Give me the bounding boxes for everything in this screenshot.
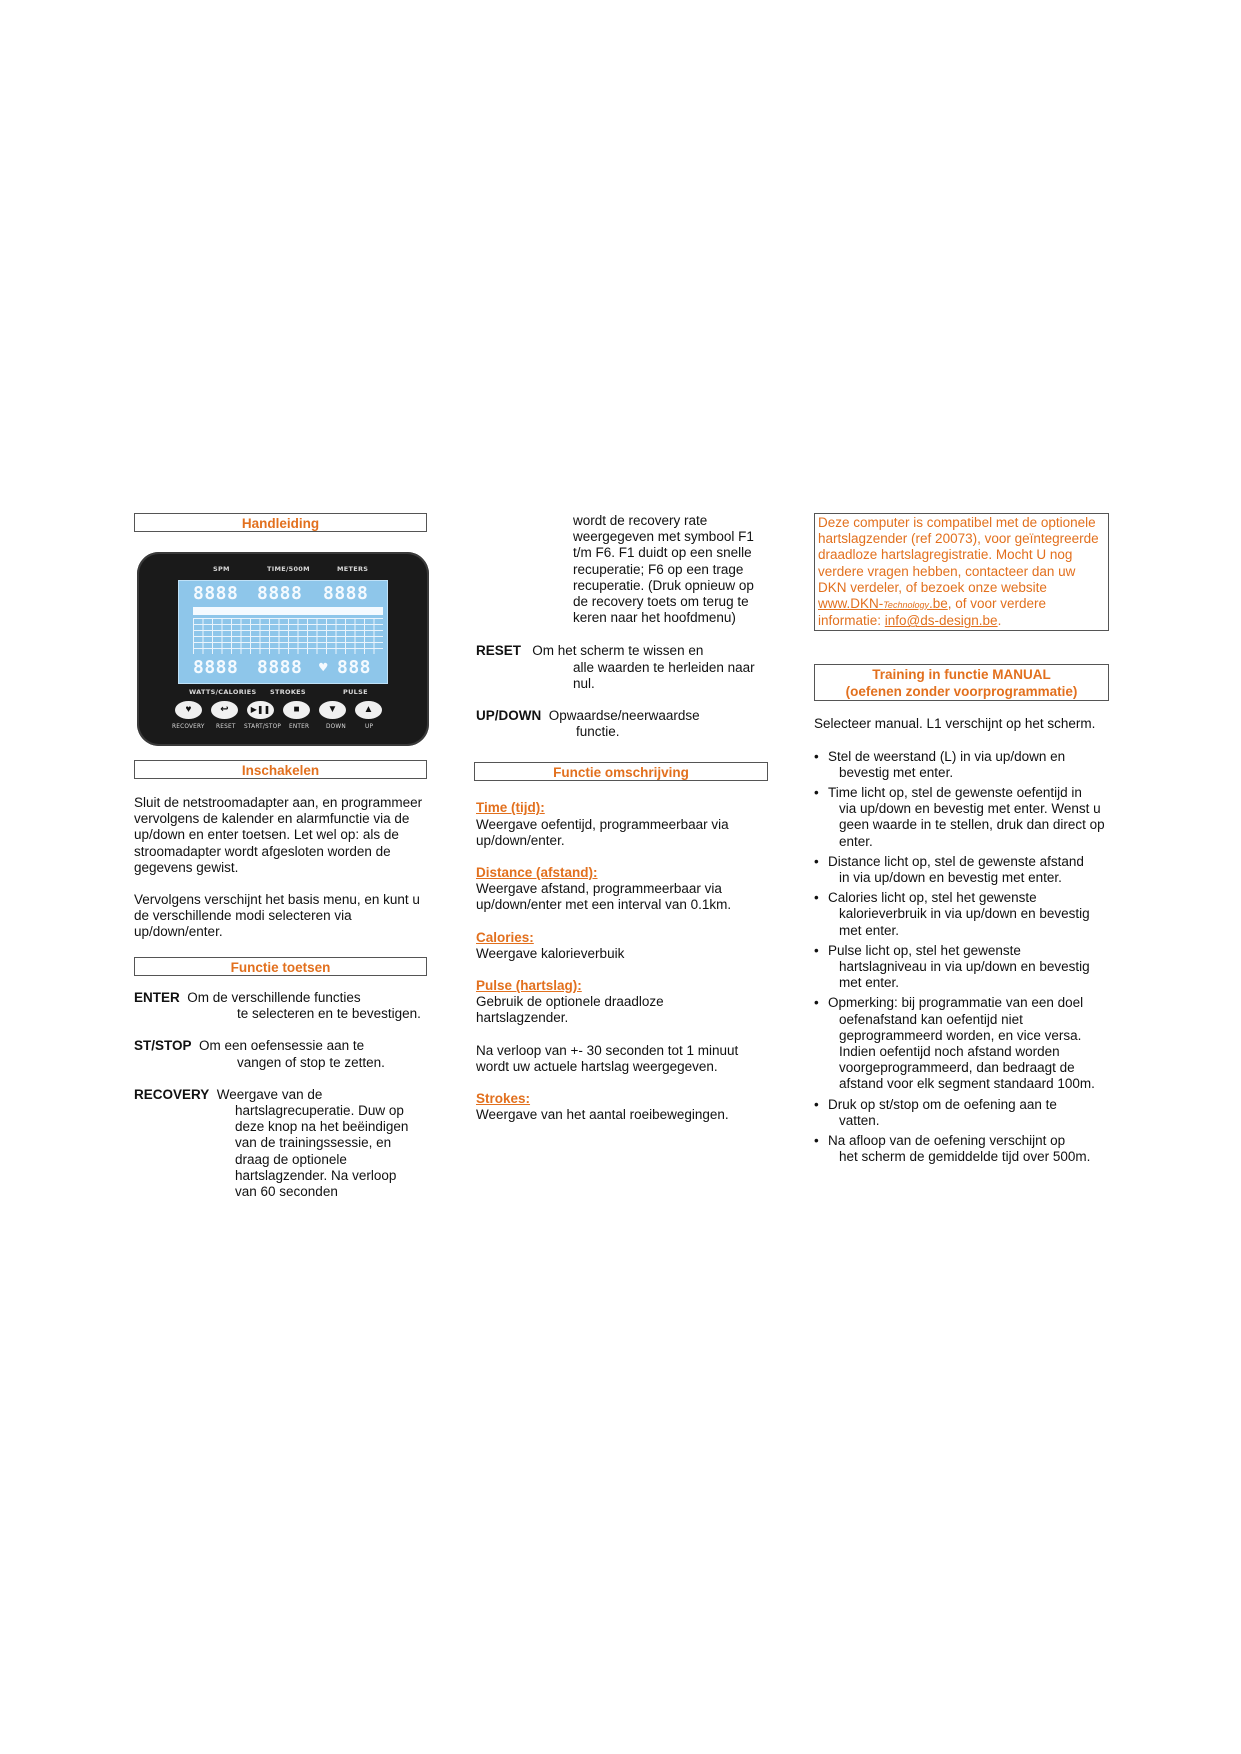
- calories-text: Weergave kalorieverbuik: [476, 945, 625, 961]
- enter-keyword: ENTER: [134, 990, 180, 1005]
- list-item-continuation: vatten.: [839, 1112, 880, 1128]
- lcd-spm-digits: 8888: [193, 583, 239, 604]
- enter-description: Om de verschillende functies: [187, 990, 361, 1005]
- strokes-heading: Strokes:: [476, 1091, 531, 1107]
- list-item-first-line: Na afloop van de oefening verschijnt op: [828, 1133, 1066, 1149]
- list-item: [814, 785, 1109, 850]
- time-text: Weergave oefentijd, programmeerbaar via up/down/enter.: [476, 816, 729, 848]
- distance-heading: Distance (afstand):: [476, 865, 598, 881]
- list-item: [814, 943, 1109, 992]
- lcd-meters-digits: 8888: [323, 583, 369, 604]
- lcd-program-strip: [193, 607, 383, 615]
- bullet-icon: •: [814, 942, 819, 958]
- functie-toetsen-title: Functie toetsen: [134, 957, 427, 976]
- heart-icon: ♥: [185, 704, 192, 715]
- left-column: [134, 513, 427, 532]
- bullet-icon: •: [814, 785, 819, 801]
- enter-line-2: te selecteren en te bevestigen.: [237, 1006, 421, 1022]
- manual-title-line-2: (oefenen zonder voorprogrammatie): [845, 684, 1078, 700]
- list-item-first-line: Calories licht op, stel het gewenste: [828, 890, 1037, 906]
- bullet-icon: •: [814, 853, 819, 869]
- triangle-down-icon: ▼: [327, 704, 338, 715]
- inschakelen-paragraph-1: Sluit de netstroomadapter aan, en programmeer vervolgens de kalender en alarmfunctie via de up/down en enter toetsen. Let wel op: als de stroomadapter wordt afgesloten worden de gegevens gewist.: [134, 795, 423, 875]
- list-item-first-line: Stel de weerstand (L) in via up/down en: [828, 748, 1066, 764]
- list-item-first-line: Opmerking: bij programmatie van een doel: [828, 995, 1084, 1011]
- ststop-line-1: [134, 1038, 427, 1054]
- lcd-pulse-digits: 888: [337, 657, 372, 678]
- list-item-continuation: het scherm de gemiddelde tijd over 500m.: [839, 1149, 1091, 1165]
- reset-button[interactable]: [211, 701, 238, 719]
- list-item-first-line: Druk op st/stop om de oefening aan te: [828, 1096, 1057, 1112]
- handleiding-title: Handleiding: [134, 513, 427, 532]
- strokes-text: Weergave van het aantal roeibewegingen.: [476, 1107, 729, 1123]
- list-item: [814, 749, 1109, 781]
- ststop-line-2: vangen of stop te zetten.: [237, 1054, 385, 1070]
- list-item-first-line: Distance licht op, stel de gewenste afstand: [828, 853, 1084, 869]
- recovery-text: hartslagrecuperatie. Duw op deze knop na het beëindigen van de trainingssessie, en draag de optionele hartslagzender. Na verloop van 60 seconden: [235, 1103, 409, 1200]
- list-item: [814, 854, 1109, 886]
- up-button-label: UP: [365, 724, 374, 730]
- strokes-label: STROKES: [270, 688, 306, 696]
- list-item: [814, 890, 1109, 939]
- updown-line-2: functie.: [576, 724, 620, 740]
- lcd-watts-digits: 8888: [193, 657, 239, 678]
- start-stop-button-label: START/STOP: [244, 724, 282, 730]
- manual-title-line-1: Training in functie MANUAL: [872, 667, 1051, 683]
- enter-line-1: [134, 990, 427, 1006]
- time-label: TIME/500M: [267, 565, 310, 573]
- ststop-keyword: ST/STOP: [134, 1038, 192, 1054]
- bullet-icon: •: [814, 890, 819, 906]
- lcd-profile-grid: [193, 618, 383, 654]
- list-item: [814, 1133, 1109, 1165]
- inschakelen-title: Inschakelen: [134, 760, 427, 779]
- lcd-time-digits: 8888: [257, 583, 303, 604]
- list-item-continuation: in via up/down en bevestig met enter.: [839, 870, 1062, 886]
- calories-heading: Calories:: [476, 929, 534, 945]
- link-part-3: .be: [928, 596, 948, 612]
- undo-icon: ↩: [220, 704, 229, 715]
- inschakelen-section: [134, 760, 427, 941]
- reset-text: alle waarden te herleiden naar nul.: [573, 659, 755, 691]
- info-text: Deze computer is compatibel met de optionele hartslagzender (ref 20073), voor geïntegreerde draadloze hartslagregistratie. Mocht U nog verdere vragen hebben, contacteer dan uw DKN verdeler, of bezoek onze website: [818, 515, 1099, 595]
- pulse-text: Gebruik de optionele draadloze hartslagzender.: [476, 994, 664, 1026]
- updown-line-1: [476, 708, 776, 724]
- lcd-display: [178, 580, 388, 684]
- list-item: [814, 1097, 1109, 1129]
- middle-column: [476, 513, 776, 1123]
- start-stop-button[interactable]: [247, 701, 274, 719]
- right-column: [814, 513, 1109, 1170]
- recovery-button-label: RECOVERY: [172, 724, 205, 730]
- list-item-continuation: bevestig met enter.: [839, 764, 954, 780]
- pulse-text-2: Na verloop van +- 30 seconden tot 1 minuut wordt uw actuele hartslag weergegeven.: [476, 1042, 739, 1074]
- heart-icon: ♥: [319, 660, 328, 676]
- reset-line-1: [476, 643, 776, 659]
- functie-toetsen-section: [134, 957, 427, 1200]
- updown-keyword: UP/DOWN: [476, 708, 542, 724]
- info-end: .: [997, 613, 1002, 629]
- info-mid-text: , of voor verdere informatie:: [818, 596, 1047, 629]
- recovery-keyword: RECOVERY: [134, 1086, 210, 1102]
- down-button[interactable]: [319, 701, 346, 719]
- list-item-continuation: via up/down en bevestig met enter. Wenst u geen waarde in te stellen, druk dan direct op enter.: [839, 801, 1105, 849]
- email-link[interactable]: info@ds-design.be: [884, 613, 998, 629]
- down-button-label: DOWN: [326, 724, 346, 730]
- list-item-first-line: Pulse licht op, stel het gewenste: [828, 942, 1021, 958]
- list-item-continuation: kalorieverbruik in via up/down en bevestig met enter.: [839, 906, 1090, 938]
- bullet-icon: •: [814, 748, 819, 764]
- bullet-icon: •: [814, 995, 819, 1011]
- spm-label: SPM: [213, 565, 230, 573]
- rower-console-image: [137, 552, 429, 746]
- list-item-continuation: hartslagniveau in via up/down en bevestig met enter.: [839, 959, 1090, 991]
- ststop-description: Om een oefensessie aan te: [199, 1038, 365, 1054]
- distance-text: Weergave afstand, programmeerbaar via up/down/enter met een interval van 0.1km.: [476, 881, 732, 913]
- pulse-heading: Pulse (hartslag):: [476, 978, 582, 994]
- pulse-label: PULSE: [343, 688, 368, 696]
- link-part-2: Technology: [883, 600, 929, 611]
- bullet-icon: •: [814, 1096, 819, 1112]
- enter-button[interactable]: [283, 701, 310, 719]
- updown-description: Opwaardse/neerwaardse: [548, 708, 700, 724]
- meters-label: METERS: [337, 565, 369, 573]
- functie-omschrijving-title: Functie omschrijving: [474, 762, 768, 781]
- manual-title-box: [814, 664, 1109, 701]
- manual-steps-list: [814, 749, 1109, 1166]
- manual-intro: Selecteer manual. L1 verschijnt op het scherm.: [814, 716, 1096, 732]
- triangle-up-icon: ▲: [363, 704, 374, 715]
- dkn-website-link[interactable]: [818, 596, 948, 611]
- bullet-icon: •: [814, 1133, 819, 1149]
- list-item: [814, 995, 1109, 1092]
- enter-button-label: ENTER: [289, 724, 310, 730]
- reset-button-label: RESET: [216, 724, 236, 730]
- list-item-first-line: Time licht op, stel de gewenste oefentijd in: [828, 785, 1082, 801]
- up-button[interactable]: [355, 701, 382, 719]
- recovery-line-1: [134, 1087, 427, 1103]
- inschakelen-paragraph-2: Vervolgens verschijnt het basis menu, en kunt u de verschillende modi selecteren via up/down/enter.: [134, 892, 420, 940]
- play-pause-icon: ▶❚❚: [250, 705, 271, 714]
- reset-keyword: RESET: [476, 643, 522, 659]
- list-item-continuation: oefenafstand kan oefentijd niet geprogrammeerd worden, en vice versa. Indien oefentijd noch afstand worden voorgeprogrammeerd, dan bedraagt de afstand voor elk segment standaard 100m.: [839, 1011, 1095, 1092]
- recovery-continued-text: wordt de recovery rate weergegeven met symbool F1 t/m F6. F1 duidt op een snelle recuperatie; F6 op een trage recuperatie. (Druk opnieuw op de recovery toets om terug te keren naar het hoofdmenu): [573, 513, 754, 626]
- stop-icon: ■: [293, 704, 300, 715]
- reset-description: Om het scherm te wissen en: [532, 643, 704, 659]
- lcd-strokes-digits: 8888: [257, 657, 303, 678]
- info-box: [814, 513, 1109, 631]
- link-part-1: www.DKN-: [818, 596, 884, 612]
- time-heading: Time (tijd):: [476, 800, 545, 816]
- recovery-description: Weergave van de: [216, 1086, 323, 1102]
- recovery-button[interactable]: [175, 701, 202, 719]
- watts-label: WATTS/CALORIES: [189, 688, 257, 696]
